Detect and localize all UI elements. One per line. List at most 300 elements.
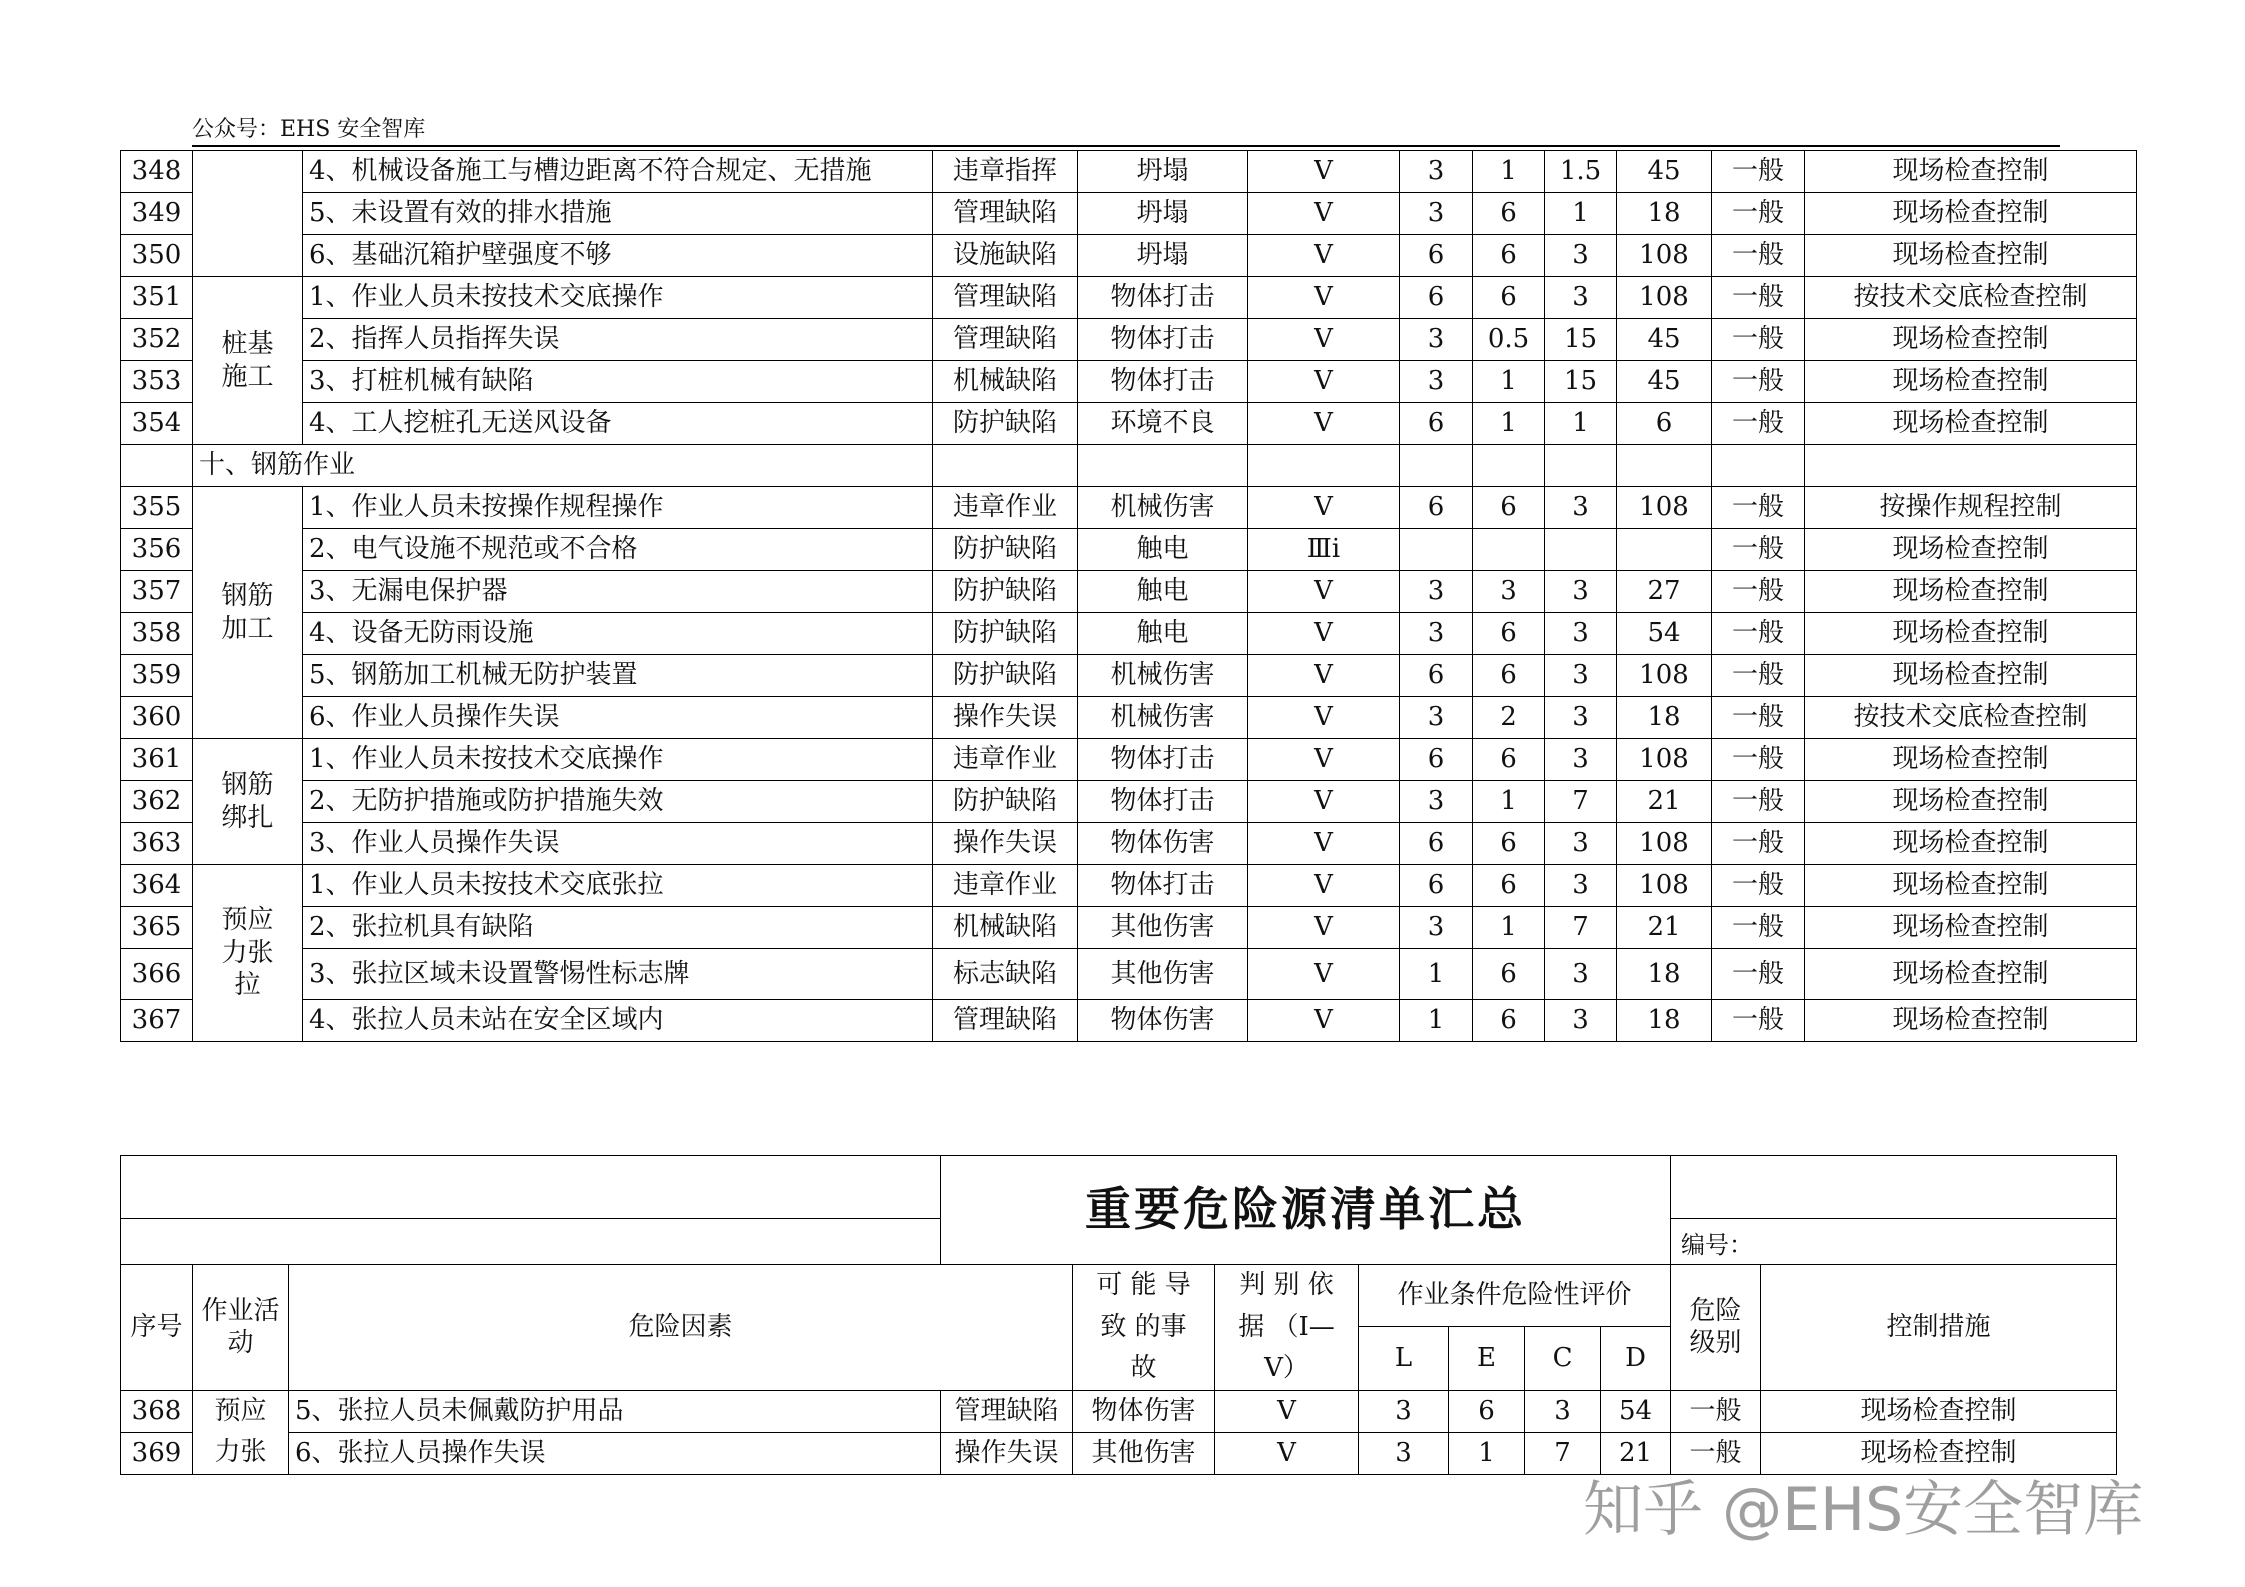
row-accident: 坍塌 — [1078, 235, 1248, 277]
row-measure: 现场检查控制 — [1805, 319, 2137, 361]
row-no: 369 — [121, 1432, 193, 1474]
table-row — [121, 151, 2137, 193]
row-C: 3 — [1545, 949, 1617, 1000]
row-no: 366 — [121, 949, 193, 1000]
row-level: 一般 — [1671, 1390, 1761, 1432]
row-accident: 物体打击 — [1078, 319, 1248, 361]
row-basis: V — [1248, 1000, 1400, 1042]
row-factor: 2、无防护措施或防护措施失效 — [303, 781, 933, 823]
row-factor: 1、作业人员未按操作规程操作 — [303, 487, 933, 529]
row-E: 6 — [1449, 1390, 1525, 1432]
row-level: 一般 — [1712, 865, 1805, 907]
row-accident: 物体打击 — [1078, 865, 1248, 907]
row-cause: 操作失误 — [941, 1432, 1073, 1474]
row-C: 3 — [1545, 865, 1617, 907]
row-D: 108 — [1617, 277, 1712, 319]
row-factor: 4、张拉人员未站在安全区域内 — [303, 1000, 933, 1042]
row-factor: 3、作业人员操作失误 — [303, 823, 933, 865]
row-E: 3 — [1473, 571, 1545, 613]
table-row — [121, 571, 2137, 613]
row-measure: 现场检查控制 — [1805, 571, 2137, 613]
row-C: 3 — [1545, 277, 1617, 319]
row-L: 6 — [1400, 655, 1473, 697]
row-measure: 现场检查控制 — [1761, 1432, 2117, 1474]
row-D: 27 — [1617, 571, 1712, 613]
row-measure: 现场检查控制 — [1805, 613, 2137, 655]
row-accident: 其他伤害 — [1078, 949, 1248, 1000]
table-row — [121, 193, 2137, 235]
blank-cell — [121, 1156, 941, 1219]
row-cause: 违章作业 — [933, 487, 1078, 529]
table-row — [121, 739, 2137, 781]
header-C: C — [1525, 1327, 1601, 1391]
row-D: 18 — [1617, 697, 1712, 739]
row-E: 6 — [1473, 739, 1545, 781]
row-C: 3 — [1545, 487, 1617, 529]
row-L: 3 — [1400, 193, 1473, 235]
row-basis: V — [1248, 277, 1400, 319]
row-factor: 6、作业人员操作失误 — [303, 697, 933, 739]
blank-cell — [933, 445, 1078, 487]
row-no: 361 — [121, 739, 193, 781]
row-L: 6 — [1400, 235, 1473, 277]
row-level: 一般 — [1712, 613, 1805, 655]
row-E: 1 — [1473, 151, 1545, 193]
row-D: 45 — [1617, 319, 1712, 361]
header-factor: 危险因素 — [289, 1265, 1073, 1391]
row-no: 364 — [121, 865, 193, 907]
row-cause: 防护缺陷 — [933, 403, 1078, 445]
row-factor: 2、张拉机具有缺陷 — [303, 907, 933, 949]
row-basis: V — [1248, 613, 1400, 655]
row-basis: V — [1248, 403, 1400, 445]
row-C — [1545, 529, 1617, 571]
watermark: 知乎 @EHS安全智库 — [1583, 1475, 2144, 1545]
blank-cell — [1248, 445, 1400, 487]
row-no: 360 — [121, 697, 193, 739]
row-D: 54 — [1601, 1390, 1671, 1432]
table-row — [121, 907, 2137, 949]
header-measure: 控制措施 — [1761, 1265, 2117, 1391]
row-cause: 防护缺陷 — [933, 571, 1078, 613]
row-accident: 坍塌 — [1078, 151, 1248, 193]
row-basis: V — [1248, 949, 1400, 1000]
row-L: 6 — [1400, 865, 1473, 907]
row-basis: V — [1248, 361, 1400, 403]
row-basis: V — [1248, 655, 1400, 697]
blank-cell — [1473, 445, 1545, 487]
row-factor: 4、机械设备施工与槽边距离不符合规定、无措施 — [303, 151, 933, 193]
row-E: 6 — [1473, 277, 1545, 319]
row-L: 3 — [1400, 571, 1473, 613]
row-level: 一般 — [1712, 277, 1805, 319]
row-accident: 物体打击 — [1078, 277, 1248, 319]
row-level: 一般 — [1712, 697, 1805, 739]
hazard-table-continued — [120, 150, 2137, 1042]
row-basis: V — [1248, 487, 1400, 529]
row-C: 3 — [1545, 697, 1617, 739]
row-no: 353 — [121, 361, 193, 403]
activity-group: 预应力张 — [193, 1390, 289, 1474]
row-level: 一般 — [1712, 235, 1805, 277]
row-cause: 管理缺陷 — [933, 193, 1078, 235]
row-level: 一般 — [1712, 193, 1805, 235]
row-D: 108 — [1617, 865, 1712, 907]
row-measure: 现场检查控制 — [1805, 655, 2137, 697]
row-C: 15 — [1545, 319, 1617, 361]
row-cause: 机械缺陷 — [933, 907, 1078, 949]
header-divider — [192, 145, 2060, 147]
row-D — [1617, 529, 1712, 571]
row-factor: 1、作业人员未按技术交底张拉 — [303, 865, 933, 907]
row-E: 6 — [1473, 613, 1545, 655]
table-row — [121, 403, 2137, 445]
row-C: 3 — [1545, 823, 1617, 865]
hazard-table-body — [121, 151, 2137, 1042]
row-E: 6 — [1473, 655, 1545, 697]
row-cause: 防护缺陷 — [933, 613, 1078, 655]
row-C: 1 — [1545, 193, 1617, 235]
table-row — [121, 319, 2137, 361]
row-level: 一般 — [1712, 739, 1805, 781]
row-accident: 触电 — [1078, 529, 1248, 571]
row-measure: 现场检查控制 — [1805, 151, 2137, 193]
section-heading: 十、钢筋作业 — [193, 445, 933, 487]
row-cause: 防护缺陷 — [933, 655, 1078, 697]
row-factor: 4、工人挖桩孔无送风设备 — [303, 403, 933, 445]
row-level: 一般 — [1712, 1000, 1805, 1042]
row-accident: 机械伤害 — [1078, 697, 1248, 739]
row-E: 6 — [1473, 949, 1545, 1000]
row-cause: 违章作业 — [933, 865, 1078, 907]
row-cause: 标志缺陷 — [933, 949, 1078, 1000]
row-cause: 管理缺陷 — [933, 319, 1078, 361]
row-D: 45 — [1617, 361, 1712, 403]
activity-group: 预应力张拉 — [193, 865, 303, 1042]
section-row — [121, 445, 2137, 487]
row-cause: 操作失误 — [933, 823, 1078, 865]
summary-title: 重要危险源清单汇总 — [941, 1156, 1671, 1265]
row-E: 1 — [1473, 907, 1545, 949]
row-measure: 现场检查控制 — [1805, 1000, 2137, 1042]
row-C: 15 — [1545, 361, 1617, 403]
code-label: 编号： — [1671, 1219, 2117, 1265]
row-measure: 按技术交底检查控制 — [1805, 697, 2137, 739]
row-D: 108 — [1617, 823, 1712, 865]
row-factor: 1、作业人员未按技术交底操作 — [303, 739, 933, 781]
row-measure: 现场检查控制 — [1805, 361, 2137, 403]
row-accident: 触电 — [1078, 613, 1248, 655]
row-accident: 物体伤害 — [1078, 1000, 1248, 1042]
row-level: 一般 — [1712, 529, 1805, 571]
header-accident: 可 能 导 致 的事故 — [1073, 1265, 1215, 1391]
row-cause: 操作失误 — [933, 697, 1078, 739]
row-cause: 违章指挥 — [933, 151, 1078, 193]
row-D: 45 — [1617, 151, 1712, 193]
row-accident: 触电 — [1078, 571, 1248, 613]
row-basis: V — [1248, 907, 1400, 949]
row-L: 3 — [1359, 1390, 1449, 1432]
row-measure: 现场检查控制 — [1805, 907, 2137, 949]
row-cause: 防护缺陷 — [933, 781, 1078, 823]
header-no: 序号 — [121, 1265, 193, 1391]
row-basis: V — [1248, 697, 1400, 739]
row-accident: 机械伤害 — [1078, 487, 1248, 529]
row-no: 350 — [121, 235, 193, 277]
row-L: 1 — [1400, 949, 1473, 1000]
row-basis: V — [1248, 571, 1400, 613]
header-D: D — [1601, 1327, 1671, 1391]
row-level: 一般 — [1712, 571, 1805, 613]
row-measure: 按技术交底检查控制 — [1805, 277, 2137, 319]
row-no: 354 — [121, 403, 193, 445]
row-level: 一般 — [1712, 403, 1805, 445]
blank-cell — [1712, 445, 1805, 487]
row-L: 3 — [1400, 319, 1473, 361]
row-measure: 现场检查控制 — [1805, 823, 2137, 865]
table-row — [121, 277, 2137, 319]
blank-cell — [1617, 445, 1712, 487]
row-L: 6 — [1400, 277, 1473, 319]
row-E: 6 — [1473, 1000, 1545, 1042]
row-measure: 现场检查控制 — [1805, 781, 2137, 823]
row-no: 365 — [121, 907, 193, 949]
row-E: 6 — [1473, 193, 1545, 235]
blank-cell — [1671, 1156, 2117, 1219]
row-factor: 5、钢筋加工机械无防护装置 — [303, 655, 933, 697]
header-L: L — [1359, 1327, 1449, 1391]
row-accident: 物体打击 — [1078, 739, 1248, 781]
row-no: 348 — [121, 151, 193, 193]
row-C: 3 — [1545, 739, 1617, 781]
table-row — [121, 361, 2137, 403]
row-factor: 3、无漏电保护器 — [303, 571, 933, 613]
row-accident: 物体伤害 — [1073, 1390, 1215, 1432]
blank-cell — [1805, 445, 2137, 487]
row-E: 6 — [1473, 823, 1545, 865]
row-E: 1 — [1449, 1432, 1525, 1474]
row-no: 359 — [121, 655, 193, 697]
row-no: 362 — [121, 781, 193, 823]
row-D: 6 — [1617, 403, 1712, 445]
row-L: 3 — [1359, 1432, 1449, 1474]
row-C: 1 — [1545, 403, 1617, 445]
row-E: 6 — [1473, 487, 1545, 529]
activity-group: 钢筋绑扎 — [193, 739, 303, 865]
row-accident: 物体打击 — [1078, 781, 1248, 823]
row-cause: 管理缺陷 — [941, 1390, 1073, 1432]
row-basis: V — [1248, 193, 1400, 235]
table-row — [121, 781, 2137, 823]
row-E: 0.5 — [1473, 319, 1545, 361]
table-row — [121, 1390, 2117, 1432]
row-basis: V — [1248, 151, 1400, 193]
row-basis: V — [1215, 1432, 1359, 1474]
row-no: 355 — [121, 487, 193, 529]
row-C: 3 — [1545, 655, 1617, 697]
row-cause: 违章作业 — [933, 739, 1078, 781]
row-factor: 6、基础沉箱护壁强度不够 — [303, 235, 933, 277]
row-no: 358 — [121, 613, 193, 655]
table-row — [121, 865, 2137, 907]
row-basis: V — [1248, 865, 1400, 907]
row-C: 3 — [1545, 1000, 1617, 1042]
row-L: 6 — [1400, 487, 1473, 529]
row-D: 54 — [1617, 613, 1712, 655]
blank-cell — [121, 445, 193, 487]
row-basis: Ⅲi — [1248, 529, 1400, 571]
activity-group: 桩基施工 — [193, 277, 303, 445]
row-factor: 5、未设置有效的排水措施 — [303, 193, 933, 235]
row-D: 18 — [1617, 1000, 1712, 1042]
row-C: 7 — [1525, 1432, 1601, 1474]
row-accident: 物体打击 — [1078, 361, 1248, 403]
row-E: 1 — [1473, 781, 1545, 823]
row-L: 3 — [1400, 151, 1473, 193]
row-accident: 其他伤害 — [1078, 907, 1248, 949]
table-row — [121, 823, 2137, 865]
row-basis: V — [1248, 739, 1400, 781]
header-note: 公众号：EHS 安全智库 — [192, 117, 426, 142]
row-basis: V — [1248, 781, 1400, 823]
row-L: 6 — [1400, 739, 1473, 781]
row-level: 一般 — [1712, 361, 1805, 403]
row-L: 3 — [1400, 781, 1473, 823]
row-cause: 防护缺陷 — [933, 529, 1078, 571]
row-C: 3 — [1545, 235, 1617, 277]
row-L: 3 — [1400, 613, 1473, 655]
row-C: 1.5 — [1545, 151, 1617, 193]
row-no: 367 — [121, 1000, 193, 1042]
row-basis: V — [1248, 319, 1400, 361]
major-hazard-summary-table — [120, 1155, 2117, 1475]
row-basis: V — [1215, 1390, 1359, 1432]
row-measure: 现场检查控制 — [1805, 403, 2137, 445]
row-no: 356 — [121, 529, 193, 571]
row-L: 6 — [1400, 823, 1473, 865]
header-E: E — [1449, 1327, 1525, 1391]
row-E: 1 — [1473, 403, 1545, 445]
row-no: 349 — [121, 193, 193, 235]
row-level: 一般 — [1712, 151, 1805, 193]
table-row — [121, 613, 2137, 655]
row-measure: 现场检查控制 — [1805, 235, 2137, 277]
row-factor: 2、电气设施不规范或不合格 — [303, 529, 933, 571]
row-D: 108 — [1617, 739, 1712, 781]
row-accident: 坍塌 — [1078, 193, 1248, 235]
row-accident: 环境不良 — [1078, 403, 1248, 445]
table-row — [121, 655, 2137, 697]
row-accident: 机械伤害 — [1078, 655, 1248, 697]
row-no: 351 — [121, 277, 193, 319]
activity-group — [193, 151, 303, 277]
row-E: 6 — [1473, 235, 1545, 277]
row-D: 18 — [1617, 193, 1712, 235]
row-level: 一般 — [1671, 1432, 1761, 1474]
table-row — [121, 487, 2137, 529]
row-accident: 其他伤害 — [1073, 1432, 1215, 1474]
header-level: 危险级别 — [1671, 1265, 1761, 1391]
row-cause: 机械缺陷 — [933, 361, 1078, 403]
row-measure: 现场检查控制 — [1805, 739, 2137, 781]
row-factor: 2、指挥人员指挥失误 — [303, 319, 933, 361]
row-level: 一般 — [1712, 907, 1805, 949]
row-factor: 1、作业人员未按技术交底操作 — [303, 277, 933, 319]
blank-cell — [1078, 445, 1248, 487]
row-measure: 现场检查控制 — [1805, 865, 2137, 907]
row-C: 3 — [1545, 613, 1617, 655]
row-D: 108 — [1617, 235, 1712, 277]
blank-cell — [121, 1219, 941, 1265]
row-measure: 现场检查控制 — [1805, 949, 2137, 1000]
row-C: 3 — [1525, 1390, 1601, 1432]
activity-group: 钢筋加工 — [193, 487, 303, 739]
row-basis: V — [1248, 235, 1400, 277]
blank-cell — [1400, 445, 1473, 487]
row-cause: 管理缺陷 — [933, 1000, 1078, 1042]
header-basis: 判 别 依 据 （Ⅰ—Ⅴ） — [1215, 1265, 1359, 1391]
row-D: 108 — [1617, 655, 1712, 697]
row-factor: 3、张拉区域未设置警惕性标志牌 — [303, 949, 933, 1000]
row-measure: 现场检查控制 — [1761, 1390, 2117, 1432]
row-factor: 3、打桩机械有缺陷 — [303, 361, 933, 403]
header-activity: 作业活动 — [193, 1265, 289, 1391]
row-no: 363 — [121, 823, 193, 865]
row-L: 3 — [1400, 361, 1473, 403]
row-C: 3 — [1545, 571, 1617, 613]
row-no: 352 — [121, 319, 193, 361]
table-row — [121, 529, 2137, 571]
row-L: 6 — [1400, 403, 1473, 445]
row-E: 2 — [1473, 697, 1545, 739]
row-level: 一般 — [1712, 949, 1805, 1000]
row-measure: 现场检查控制 — [1805, 529, 2137, 571]
table-row — [121, 1000, 2137, 1042]
row-cause: 管理缺陷 — [933, 277, 1078, 319]
table-row — [121, 949, 2137, 1000]
row-level: 一般 — [1712, 487, 1805, 529]
row-factor: 6、张拉人员操作失误 — [289, 1432, 941, 1474]
row-accident: 物体伤害 — [1078, 823, 1248, 865]
row-E: 6 — [1473, 865, 1545, 907]
row-measure: 现场检查控制 — [1805, 193, 2137, 235]
row-E: 1 — [1473, 361, 1545, 403]
row-C: 7 — [1545, 907, 1617, 949]
row-level: 一般 — [1712, 319, 1805, 361]
row-cause: 设施缺陷 — [933, 235, 1078, 277]
row-L: 3 — [1400, 697, 1473, 739]
row-factor: 4、设备无防雨设施 — [303, 613, 933, 655]
blank-cell — [1545, 445, 1617, 487]
row-C: 7 — [1545, 781, 1617, 823]
row-level: 一般 — [1712, 823, 1805, 865]
header-evaluation: 作业条件危险性评价 — [1359, 1265, 1671, 1327]
row-L: 1 — [1400, 1000, 1473, 1042]
row-D: 18 — [1617, 949, 1712, 1000]
row-D: 21 — [1617, 781, 1712, 823]
row-L: 3 — [1400, 907, 1473, 949]
row-no: 368 — [121, 1390, 193, 1432]
row-D: 108 — [1617, 487, 1712, 529]
row-D: 21 — [1617, 907, 1712, 949]
row-measure: 按操作规程控制 — [1805, 487, 2137, 529]
row-D: 21 — [1601, 1432, 1671, 1474]
row-basis: V — [1248, 823, 1400, 865]
row-L — [1400, 529, 1473, 571]
row-no: 357 — [121, 571, 193, 613]
row-level: 一般 — [1712, 655, 1805, 697]
row-factor: 5、张拉人员未佩戴防护用品 — [289, 1390, 941, 1432]
